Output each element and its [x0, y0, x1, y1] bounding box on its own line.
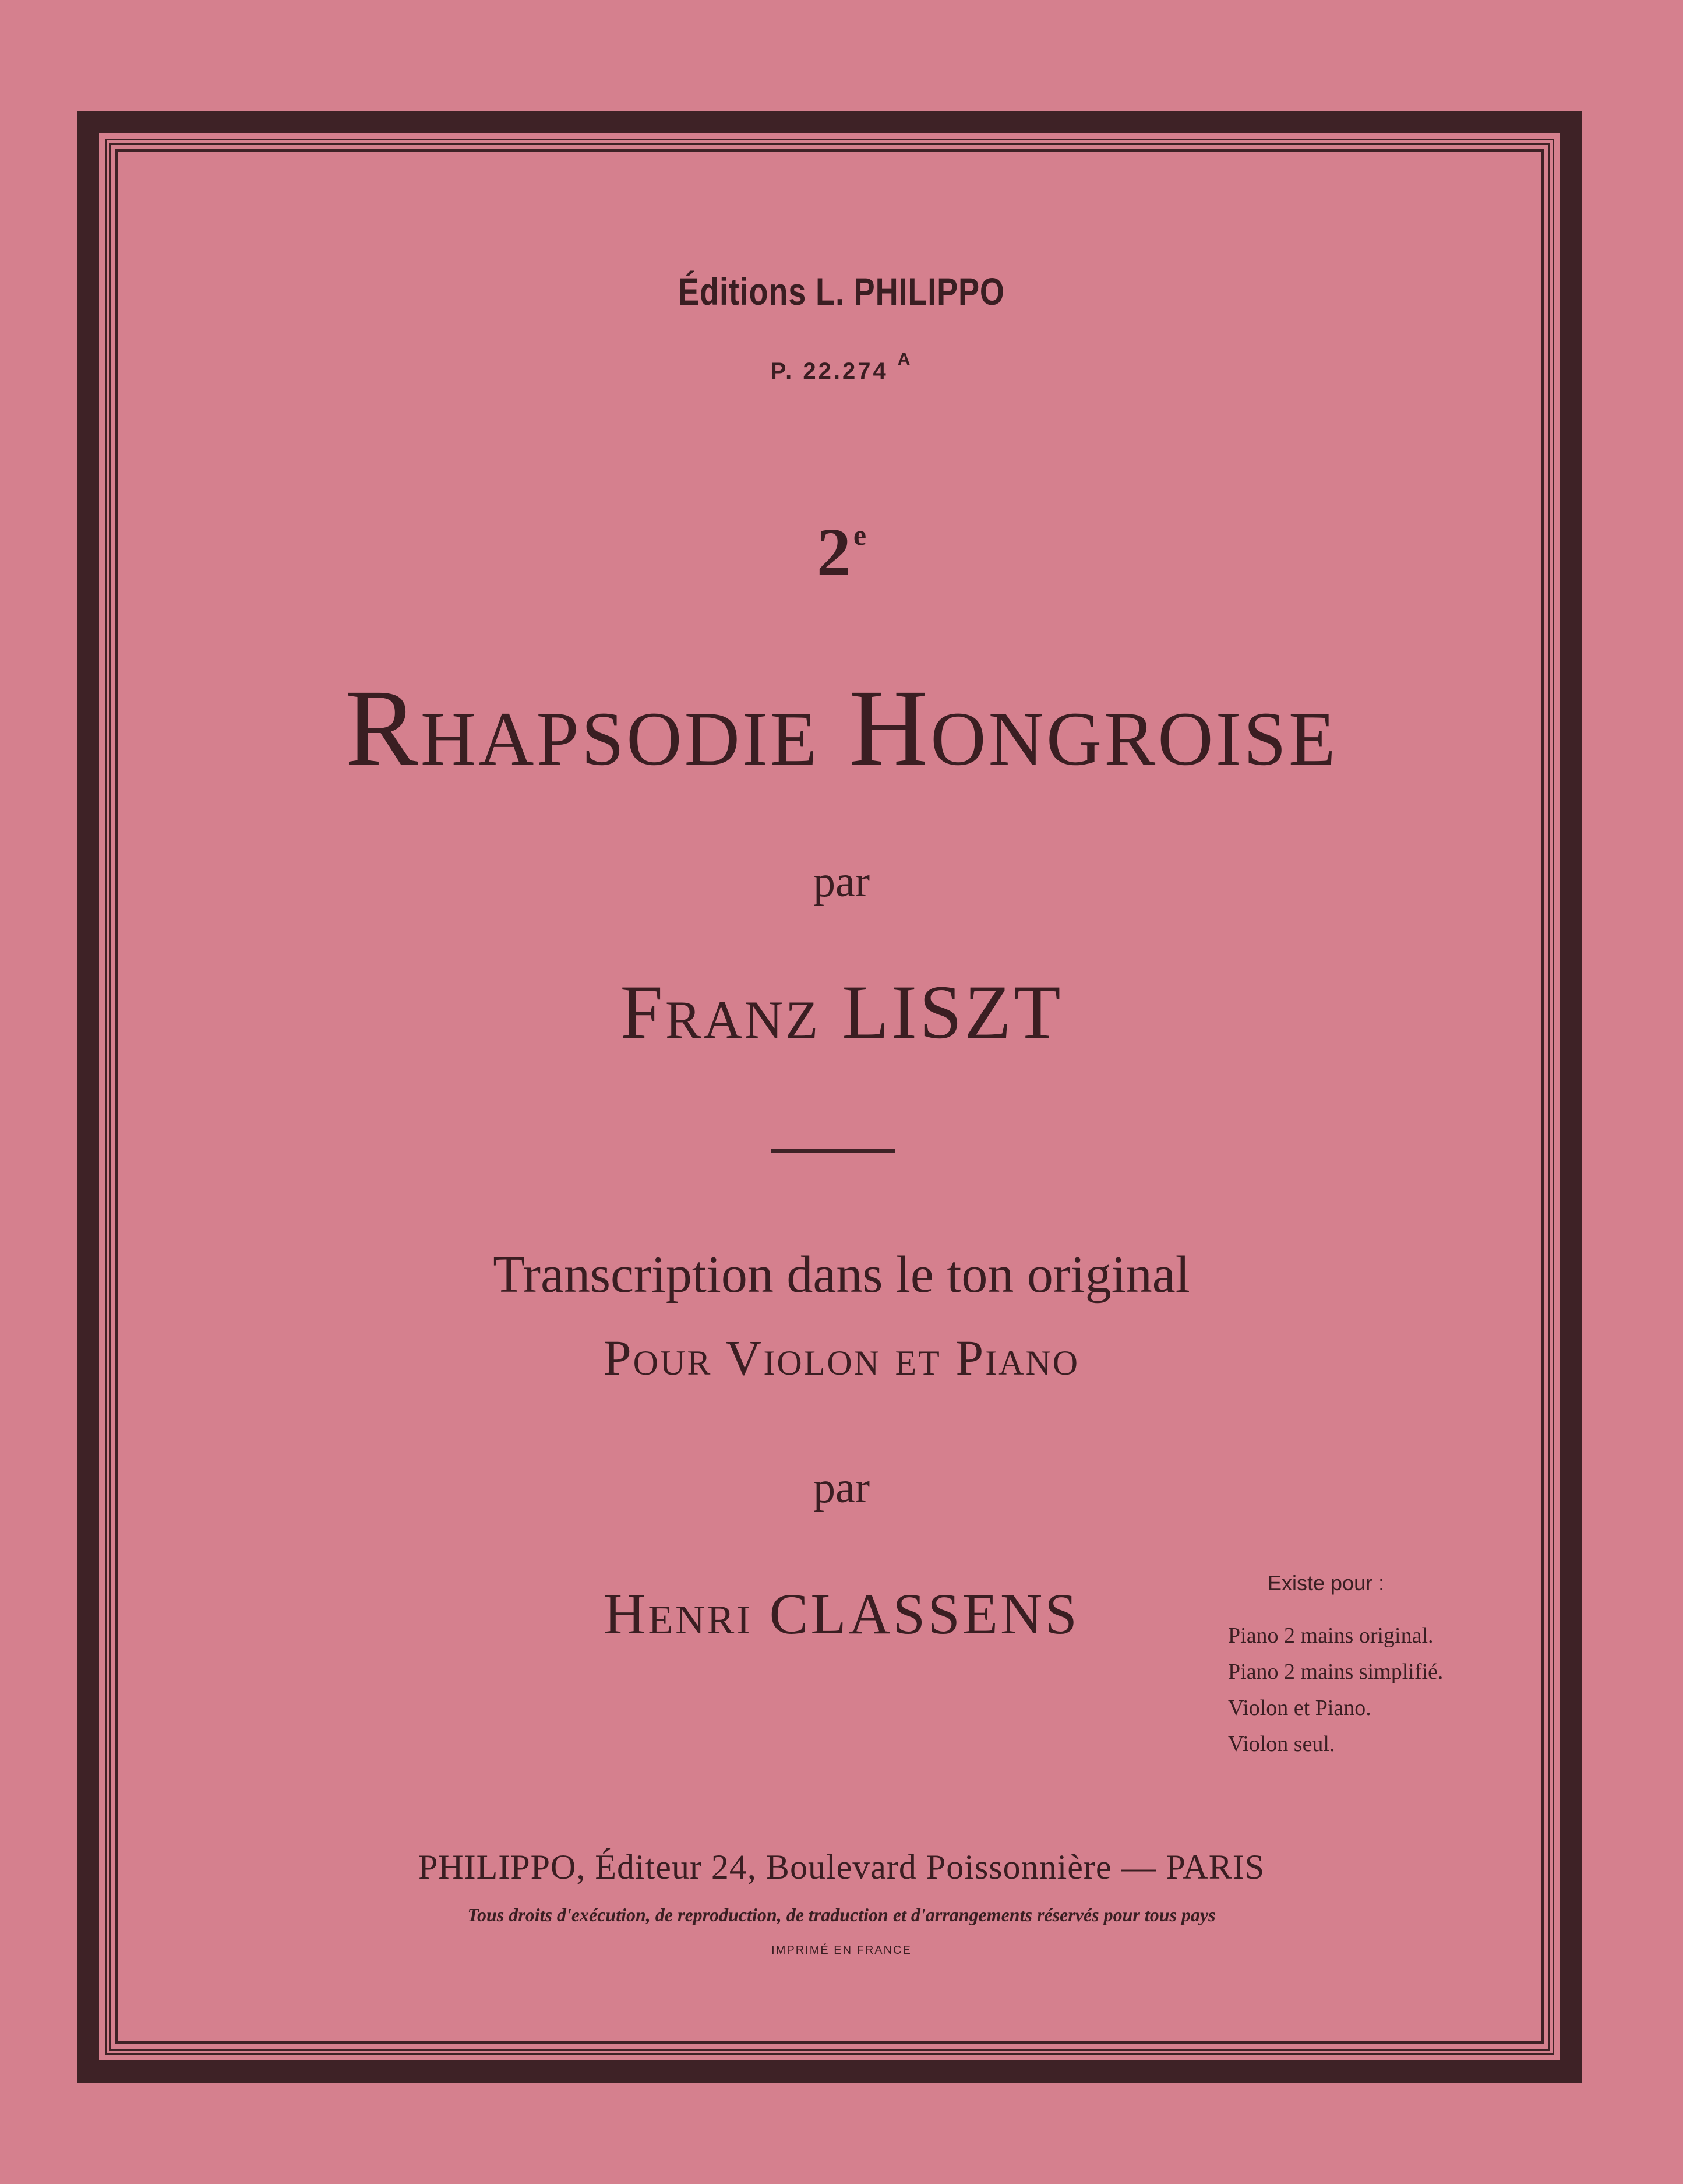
separator-rule [771, 1149, 895, 1153]
rhapsody-number-text: 2 [816, 514, 851, 590]
rhapsody-number-suffix: e [853, 519, 867, 551]
publisher-address: PHILIPPO, Éditeur 24, Boulevard Poissonnière — PARIS [418, 1848, 1265, 1886]
catalog-suffix: A [897, 350, 913, 369]
composer-name: Franz LISZT [620, 969, 1063, 1055]
catalog-number-text: P. 22.274 [770, 358, 888, 384]
rights-notice: Tous droits d'exécution, de reproduction, de traduction et d'arrangements réservés pour tous pays [467, 1904, 1216, 1925]
available-editions [1228, 1571, 1543, 1762]
edition-item: Violon seul. [1228, 1732, 1335, 1756]
rhapsody-number [0, 513, 1683, 592]
imprint-notice: IMPRIMÉ EN FRANCE [771, 1944, 912, 1957]
edition-item: Piano 2 mains simplifié. [1228, 1660, 1444, 1684]
publisher-name: Éditions L. PHILIPPO [678, 270, 1005, 313]
catalog-number [0, 350, 1683, 385]
arranger-name: Henri CLASSENS [604, 1581, 1079, 1646]
instrumentation-line: Pour Violon et Piano [603, 1330, 1080, 1386]
work-title: Rhapsodie Hongroise [345, 667, 1338, 788]
edition-item: Piano 2 mains original. [1228, 1623, 1434, 1648]
available-editions-label: Existe pour : [1268, 1571, 1385, 1595]
edition-item: Violon et Piano. [1228, 1696, 1371, 1720]
par-composer: par [813, 857, 870, 906]
par-arranger: par [813, 1463, 870, 1512]
transcription-line: Transcription dans le ton original [493, 1246, 1190, 1304]
